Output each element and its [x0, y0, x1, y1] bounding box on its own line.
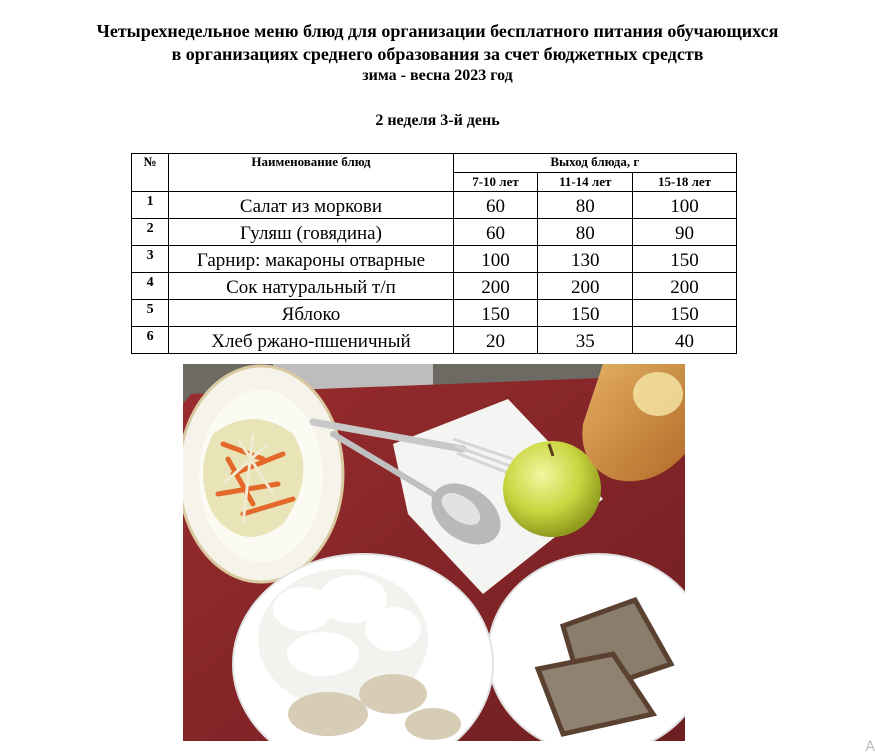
portion-value: 100 — [633, 192, 737, 219]
header-dish-name: Наименование блюд — [169, 154, 453, 192]
portion-value: 200 — [633, 273, 737, 300]
row-number: 1 — [132, 192, 169, 219]
portion-value: 80 — [538, 192, 633, 219]
portion-value: 100 — [453, 246, 538, 273]
dish-name: Гарнир: макароны отварные — [169, 246, 453, 273]
portion-value: 40 — [633, 327, 737, 354]
header-age-group: 7-10 лет — [453, 173, 538, 192]
portion-value: 150 — [453, 300, 538, 327]
menu-table — [131, 153, 737, 354]
meal-photo — [183, 364, 685, 741]
header-age-group: 11-14 лет — [538, 173, 633, 192]
header-age-group: 15-18 лет — [633, 173, 737, 192]
portion-value: 200 — [538, 273, 633, 300]
portion-value: 60 — [453, 192, 538, 219]
table-row — [132, 273, 737, 300]
portion-value: 200 — [453, 273, 538, 300]
portion-value: 150 — [633, 300, 737, 327]
row-number: 3 — [132, 246, 169, 273]
dish-name: Гуляш (говядина) — [169, 219, 453, 246]
portion-value: 130 — [538, 246, 633, 273]
row-number: 4 — [132, 273, 169, 300]
dish-name: Хлеб ржано-пшеничный — [169, 327, 453, 354]
title-line-3: зима - весна 2023 год — [362, 67, 513, 84]
meal-photo-illustration — [183, 364, 685, 741]
portion-value: 20 — [453, 327, 538, 354]
portion-value: 150 — [633, 246, 737, 273]
table-row — [132, 300, 737, 327]
dish-name: Яблоко — [169, 300, 453, 327]
row-number: 2 — [132, 219, 169, 246]
corner-mark: А — [865, 739, 875, 755]
row-number: 6 — [132, 327, 169, 354]
row-number: 5 — [132, 300, 169, 327]
dish-name: Сок натуральный т/п — [169, 273, 453, 300]
dish-name: Салат из моркови — [169, 192, 453, 219]
portion-value: 35 — [538, 327, 633, 354]
table-row — [132, 327, 737, 354]
portion-value: 80 — [538, 219, 633, 246]
day-heading: 2 неделя 3-й день — [375, 112, 500, 129]
portion-value: 60 — [453, 219, 538, 246]
title-line-2: в организациях среднего образования за счет бюджетных средств — [171, 44, 704, 64]
table-row — [132, 192, 737, 219]
document-title — [0, 20, 875, 86]
table-row — [132, 246, 737, 273]
header-number: № — [132, 154, 169, 192]
title-line-1: Четырехнедельное меню блюд для организации бесплатного питания обучающихся — [96, 21, 779, 41]
portion-value: 90 — [633, 219, 737, 246]
table-row — [132, 219, 737, 246]
portion-value: 150 — [538, 300, 633, 327]
header-output: Выход блюда, г — [453, 154, 736, 173]
